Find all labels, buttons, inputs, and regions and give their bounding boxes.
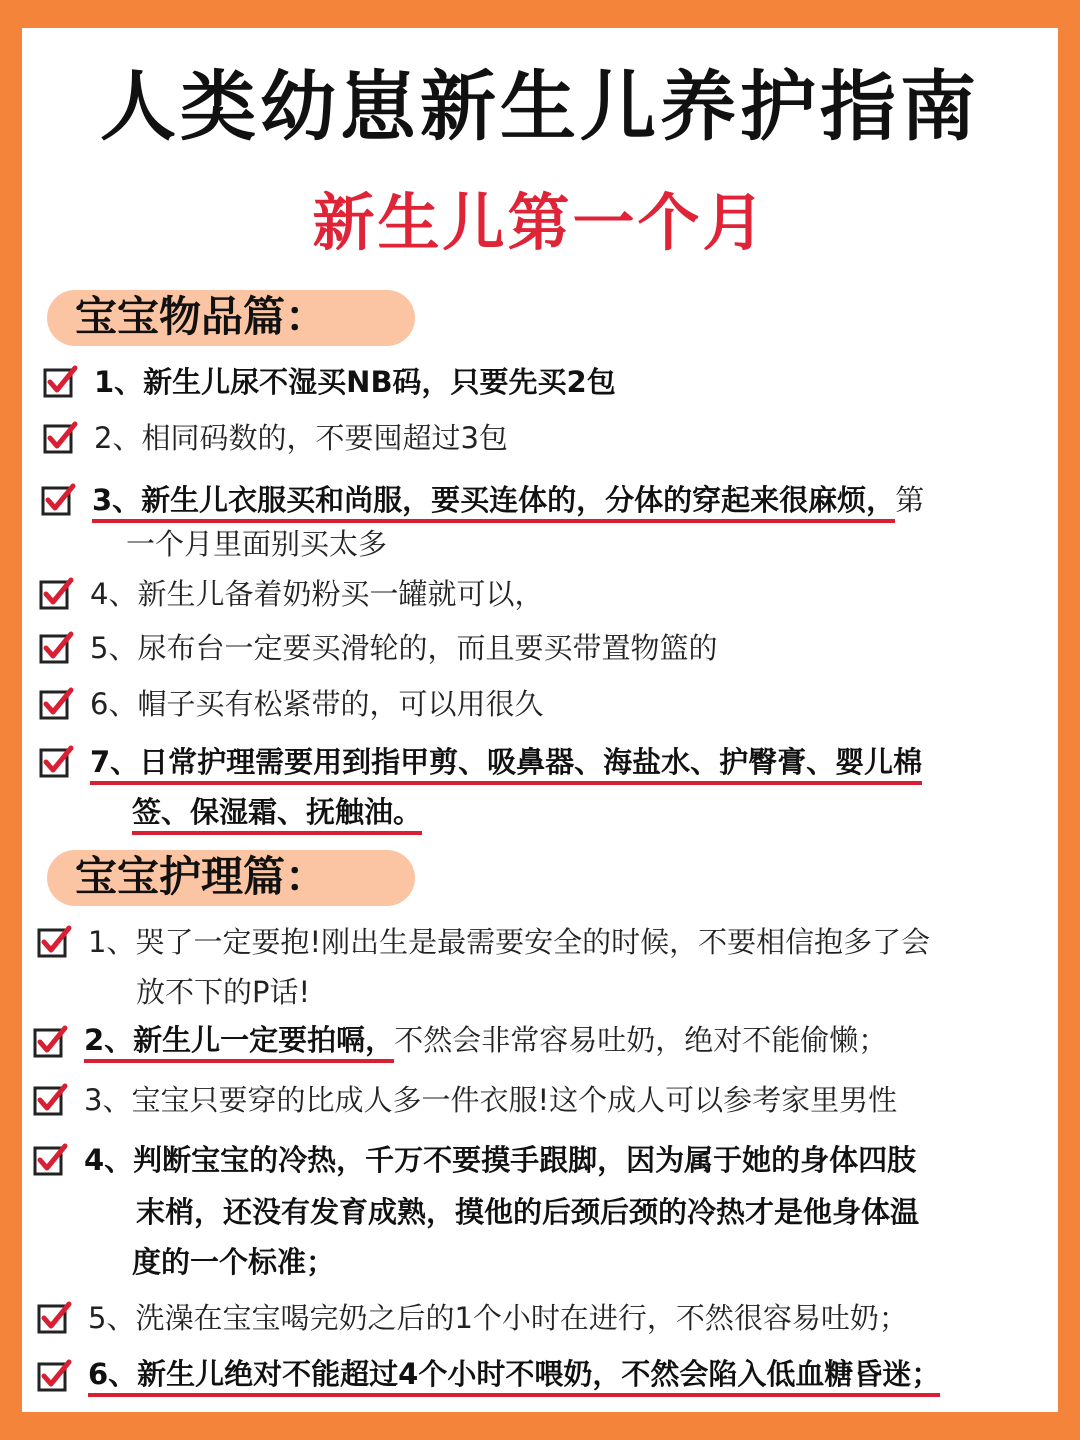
item-text: 1、哭了一定要抱!刚出生是最需要安全的时候，不要相信抱多了会 [88,925,931,959]
item-text-highlight: 6、新生儿绝对不能超过4个小时不喂奶，不然会陷入低血糖昏迷； [88,1357,940,1397]
section-heading-items [47,290,415,346]
item-text: 4、新生儿备着奶粉买一罐就可以， [90,577,544,611]
item-text-highlight: 签、保湿霜、抚触油。 [132,795,422,835]
page-title: 人类幼崽新生儿养护指南 [100,62,980,151]
checkbox-checked-icon [36,1300,72,1336]
checkbox-checked-icon [32,1024,68,1060]
item-text: 5、洗澡在宝宝喝完奶之后的1个小时在进行，不然很容易吐奶； [88,1301,908,1335]
checkbox-checked-icon [42,364,78,400]
section-heading-care [47,850,415,906]
checkbox-checked-icon [36,1358,72,1394]
item-text: 一个月里面别买太多 [126,527,388,561]
section-heading-label: 宝宝护理篇： [75,852,328,901]
checkbox-checked-icon [40,482,76,518]
item-text: 5、尿布台一定要买滑轮的，而且要买带置物篮的 [90,631,718,665]
item-text: 放不下的P话! [136,975,311,1009]
checkbox-checked-icon [42,420,78,456]
checkbox-checked-icon [32,1082,68,1118]
item-text: 不然会非常容易吐奶，绝对不能偷懒； [394,1023,888,1057]
item-text: 4、判断宝宝的冷热，千万不要摸手跟脚，因为属于她的身体四肢 [84,1143,917,1177]
page-subtitle: 新生儿第一个月 [312,186,768,259]
item-text: 末梢，还没有发育成熟，摸他的后颈后颈的冷热才是他身体温 [136,1195,920,1229]
item-text: 2、相同码数的，不要囤超过3包 [94,421,508,455]
item-text: 度的一个标准； [132,1245,336,1279]
item-text: 6、帽子买有松紧带的，可以用很久 [90,687,544,721]
checkbox-checked-icon [38,686,74,722]
checkbox-checked-icon [36,924,72,960]
item-text: 3、宝宝只要穿的比成人多一件衣服!这个成人可以参考家里男性 [84,1083,898,1117]
checkbox-checked-icon [38,576,74,612]
item-text-highlight: 3、新生儿衣服买和尚服，要买连体的，分体的穿起来很麻烦， [92,483,895,523]
checkbox-checked-icon [32,1142,68,1178]
checkbox-checked-icon [38,630,74,666]
section-heading-label: 宝宝物品篇： [75,292,328,341]
item-text: 1、新生儿尿不湿买NB码，只要先买2包 [94,365,616,399]
checkbox-checked-icon [38,744,74,780]
item-text-highlight: 2、新生儿一定要拍嗝， [84,1023,394,1063]
item-text: 第 [895,483,925,517]
item-text-highlight: 7、日常护理需要用到指甲剪、吸鼻器、海盐水、护臀膏、婴儿棉 [90,745,922,785]
